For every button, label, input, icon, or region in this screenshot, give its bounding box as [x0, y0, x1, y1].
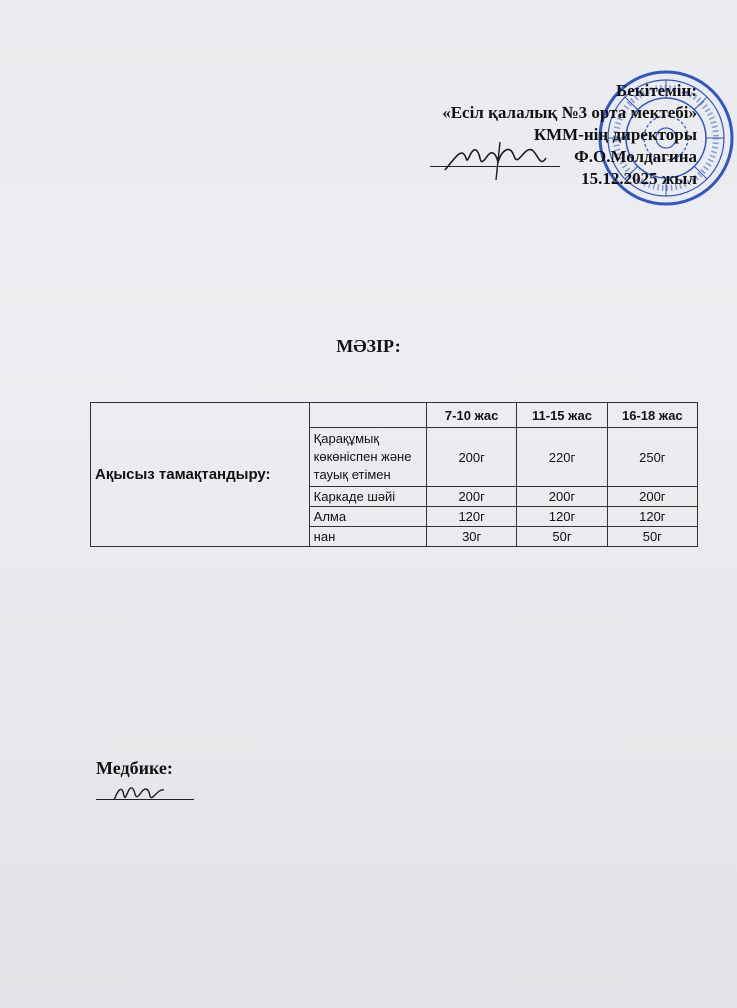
director-title: КММ-нің директоры — [533, 125, 697, 144]
school-name: «Есіл қалалық №3 орта мектебі» — [442, 103, 697, 122]
director-signature — [440, 128, 570, 188]
column-header: 7-10 жас — [427, 403, 517, 428]
category-cell: Ақысыз тамақтандыру: — [91, 403, 310, 547]
nurse-signature — [110, 776, 170, 808]
portion-value: 200г — [517, 487, 607, 507]
portion-value: 200г — [427, 428, 517, 487]
portion-value: 120г — [517, 507, 607, 527]
portion-value: 120г — [607, 507, 697, 527]
nurse-label: Медбике: — [96, 758, 173, 778]
portion-value: 50г — [517, 527, 607, 547]
portion-value: 220г — [517, 428, 607, 487]
director-name: Ф.О.Молдагина — [574, 147, 697, 166]
portion-value: 200г — [427, 487, 517, 507]
food-item: Каркаде шәйі — [309, 487, 426, 507]
column-header: 11-15 жас — [517, 403, 607, 428]
menu-table — [90, 402, 698, 547]
food-item: нан — [309, 527, 426, 547]
nurse-signature-line — [96, 799, 194, 800]
approval-heading: Бекітемін: — [616, 81, 697, 100]
portion-value: 50г — [607, 527, 697, 547]
approval-date: 15.12.2025 жыл — [581, 169, 697, 188]
portion-value: 30г — [427, 527, 517, 547]
portion-value: 200г — [607, 487, 697, 507]
portion-value: 120г — [427, 507, 517, 527]
portion-value: 250г — [607, 428, 697, 487]
food-item: Алма — [309, 507, 426, 527]
page-title: МӘЗІР: — [336, 336, 401, 356]
header-empty-cell — [309, 403, 426, 428]
food-item: Қарақұмық көкөніспен және тауық етімен — [309, 428, 426, 487]
column-header: 16-18 жас — [607, 403, 697, 428]
